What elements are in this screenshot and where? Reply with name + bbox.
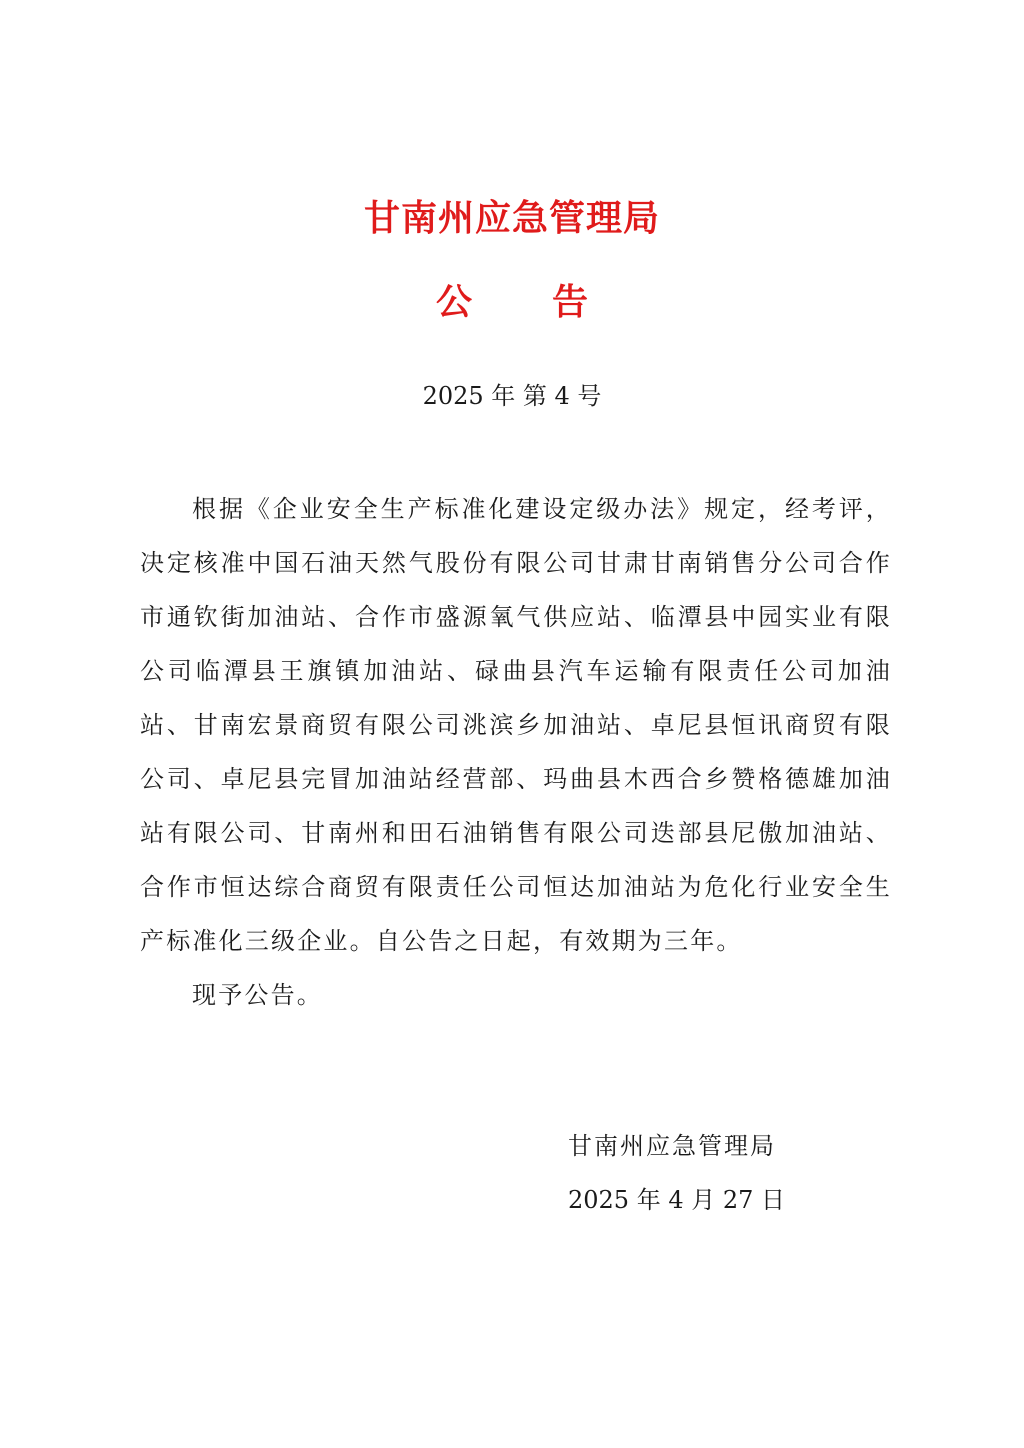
signature-date: 2025 年 4 月 27 日 [568,1186,786,1214]
signature-organization: 甘南州应急管理局 [568,1132,776,1160]
document-type-char-1: 公 [435,281,472,323]
document-type-heading [0,276,1024,328]
body-paragraph: 根据《企业安全生产标准化建设定级办法》规定，经考评，决定核准中国石油天然气股份有限公司甘肃甘南销售分公司合作市通钦街加油站、合作市盛源氧气供应站、临潭县中园实业有限公司临潭县王旗镇加油站、碌曲县汽车运输有限责任公司加油站、甘南宏景商贸有限公司洮滨乡加油站、卓尼县恒讯商贸有限公司、卓尼县完冒加油站经营部、玛曲县木西合乡赞格德雄加油站有限公司、甘南州和田石油销售有限公司迭部县尼傲加油站、合作市恒达综合商贸有限责任公司恒达加油站为危化行业安全生产标准化三级企业。自公告之日起，有效期为三年。 [140,495,892,955]
document-type-char-2: 告 [552,281,589,323]
announcement-body [140,482,892,1022]
issuing-organization-title: 甘南州应急管理局 [363,197,660,239]
document-number: 2025 年 第 4 号 [422,382,602,410]
closing-paragraph: 现予公告。 [192,981,323,1009]
